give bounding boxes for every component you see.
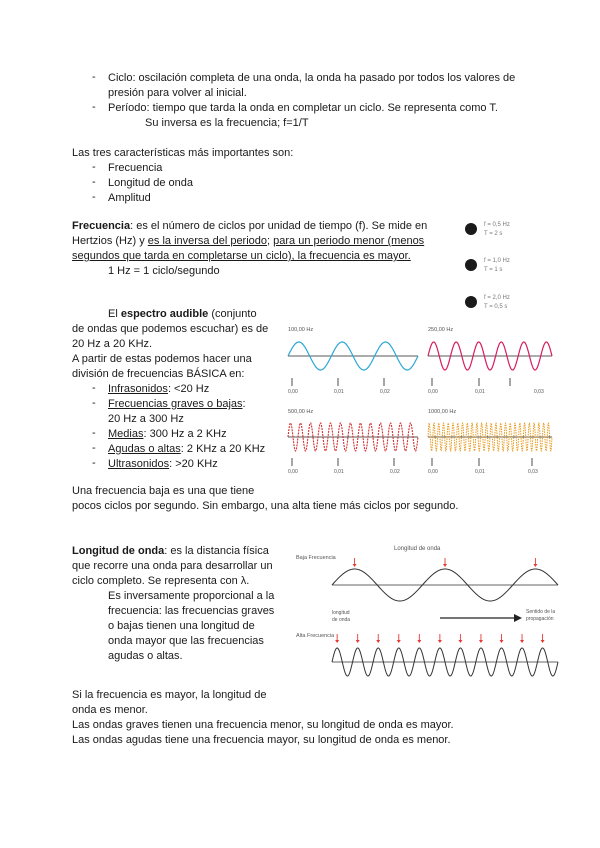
panel-label: 500,00 Hz	[288, 409, 314, 415]
text: : es la distancia física	[164, 545, 269, 557]
red-arrow-head-icon	[356, 640, 360, 643]
bullet-dash: -	[92, 191, 96, 203]
svg-text:0,01: 0,01	[334, 469, 344, 474]
red-arrow-head-icon	[443, 564, 447, 567]
frecuencia-term: Frecuencia	[72, 220, 131, 232]
frecuencia-line-3	[72, 249, 411, 264]
range-item-graves-extra: 20 Hz a 300 Hz	[108, 413, 184, 425]
svg-text:0,00: 0,00	[428, 469, 438, 474]
range-item-graves	[108, 397, 246, 412]
bullet-dash: -	[92, 176, 96, 188]
low-frequency-arrows	[353, 558, 538, 567]
longitud-line-8: agudas o altas.	[108, 650, 183, 662]
dot-label-t: T = 2 s	[484, 231, 503, 237]
svg-text:0,00: 0,00	[428, 389, 438, 395]
frecuencia-def: : es el número de ciclos por unidad de tiempo (f). Se mide en	[130, 220, 428, 232]
longitud-line-3: ciclo completo. Se representa con λ.	[72, 575, 250, 587]
longitud-line-1	[72, 544, 269, 559]
range-item-agudas	[108, 442, 265, 457]
high-frequency-label: Alta Frecuencia	[296, 633, 335, 639]
svg-text:0,02: 0,02	[380, 389, 390, 395]
conclusion-line-2: onda es menor.	[72, 704, 148, 716]
wave-500hz	[288, 423, 418, 451]
direction-label: propagación	[526, 616, 554, 622]
range-item-infra	[108, 382, 209, 397]
bullet-dash: -	[92, 397, 96, 409]
bullet-dash: -	[92, 101, 96, 113]
text: : 2 KHz a 20 KHz	[180, 443, 266, 455]
wavelength-label: de onda	[332, 617, 351, 623]
red-arrow-head-icon	[397, 640, 401, 643]
underlined-text: Infrasonidos	[108, 383, 168, 395]
espectro-line-3: 20 Hz a 20 KHz.	[72, 338, 153, 350]
underlined-text: Agudas o altas	[108, 443, 181, 455]
high-frequency-arrows	[335, 634, 544, 643]
red-arrow-head-icon	[335, 640, 339, 643]
wavelength-label: longitud	[332, 610, 350, 616]
red-arrow-head-icon	[533, 564, 537, 567]
panel-label: 250,00 Hz	[428, 327, 454, 333]
conclusion-line-4: Las ondas agudas tiene una frecuencia mayor, su longitud de onda es menor.	[72, 734, 451, 746]
espectro-line-5: división de frecuencias BÁSICA en:	[72, 368, 245, 380]
underlined-text: para un periodo menor (menos	[273, 235, 425, 247]
svg-text:0,03: 0,03	[528, 469, 538, 474]
range-item-ultra	[108, 457, 218, 472]
dot-icon	[465, 223, 477, 235]
red-arrow-head-icon	[353, 564, 357, 567]
frecuencia-equation: 1 Hz = 1 ciclo/segundo	[108, 265, 220, 277]
red-arrow-head-icon	[417, 640, 421, 643]
panel-label: 100,00 Hz	[288, 327, 314, 333]
baja-line-1: Una frecuencia baja es una que tiene	[72, 485, 255, 497]
espectro-line-4: A partir de estas podemos hacer una	[72, 353, 252, 365]
red-arrow-head-icon	[541, 640, 545, 643]
text: :	[242, 398, 246, 410]
red-arrow-head-icon	[376, 640, 380, 643]
panel-label: 1000,00 Hz	[428, 409, 457, 415]
low-frequency-label: Baja Frecuencia	[296, 555, 336, 561]
char-item-longitud: Longitud de onda	[108, 177, 194, 189]
periodo-line-2: Su inversa es la frecuencia; f=1/T	[145, 117, 309, 129]
periodo-line-1: Período: tiempo que tarda la onda en completar un ciclo. Se representa como T.	[108, 102, 498, 114]
text: El	[108, 308, 121, 320]
longitud-line-4: Es inversamente proporcional a la	[108, 590, 275, 602]
direction-label: Sentido de la	[526, 609, 556, 615]
red-arrow-head-icon	[458, 640, 462, 643]
underlined-text: Frecuencias graves o bajas	[108, 398, 243, 410]
ciclo-line-1: Ciclo: oscilación completa de una onda, la onda ha pasado por todos los valores de	[108, 72, 516, 84]
dot-label-f: f = 2,0 Hz	[484, 295, 510, 301]
underlined-text: es la inversa del periodo	[147, 235, 268, 247]
underlined-text: Ultrasonidos	[108, 458, 170, 470]
red-arrow-head-icon	[438, 640, 442, 643]
frecuencia-line-1	[72, 219, 427, 234]
red-arrow-head-icon	[500, 640, 504, 643]
char-item-frecuencia: Frecuencia	[108, 162, 163, 174]
bullet-dash: -	[92, 71, 96, 83]
spectrum-waves-figure	[282, 322, 558, 474]
characteristics-intro: Las tres características más importantes son:	[72, 147, 294, 159]
longitud-line-2: que recorre una onda para desarrollar un	[72, 560, 273, 572]
frecuencia-line-2	[72, 234, 424, 249]
svg-text:0,02: 0,02	[390, 469, 400, 474]
dot-icon	[465, 296, 477, 308]
bullet-dash: -	[92, 457, 96, 469]
text: (conjunto	[208, 308, 257, 320]
espectro-term: espectro audible	[120, 308, 209, 320]
longitud-term: Longitud de onda	[72, 545, 165, 557]
arrow-head-icon	[514, 614, 522, 622]
wavelength-diagram	[292, 540, 562, 682]
dot-label-t: T = 0,5 s	[484, 304, 508, 310]
svg-text:0,03: 0,03	[534, 389, 544, 395]
range-item-medias	[108, 427, 227, 442]
tick-marks	[292, 378, 532, 466]
underlined-text: segundos que tarda en completarse un ciclo), la frecuencia es mayor.	[72, 250, 411, 262]
svg-text:0,00: 0,00	[288, 469, 298, 474]
bullet-dash: -	[92, 382, 96, 394]
conclusion-line-1: Si la frecuencia es mayor, la longitud de	[72, 689, 267, 701]
text: : >20 KHz	[169, 458, 218, 470]
diagram-title: Longitud de onda	[394, 546, 441, 552]
ciclo-line-2: presión para volver al inicial.	[108, 87, 247, 99]
longitud-line-7: onda mayor que las frecuencias	[108, 635, 264, 647]
tick-labels	[288, 389, 544, 474]
baja-line-2: pocos ciclos por segundo. Sin embargo, una alta tiene más ciclos por segundo.	[72, 500, 459, 512]
dot-label-f: f = 0,5 Hz	[484, 222, 510, 228]
frequency-dots	[460, 214, 540, 314]
char-item-amplitud: Amplitud	[108, 192, 151, 204]
svg-text:0,01: 0,01	[475, 469, 485, 474]
bullet-dash: -	[92, 442, 96, 454]
bullet-dash: -	[92, 427, 96, 439]
dot-icon	[465, 259, 477, 271]
text: Hertzios (Hz) y	[72, 235, 148, 247]
bullet-dash: -	[92, 161, 96, 173]
dot-label-f: f = 1,0 Hz	[484, 258, 510, 264]
svg-text:0,01: 0,01	[334, 389, 344, 395]
text: : <20 Hz	[167, 383, 210, 395]
red-arrow-head-icon	[479, 640, 483, 643]
espectro-line-1	[108, 307, 257, 322]
text: : 300 Hz a 2 KHz	[143, 428, 227, 440]
longitud-line-6: o bajas tienen una longitud de	[108, 620, 255, 632]
conclusion-line-3: Las ondas graves tienen una frecuencia menor, su longitud de onda es mayor.	[72, 719, 454, 731]
text: ;	[267, 235, 274, 247]
underlined-text: Medias	[108, 428, 144, 440]
espectro-line-2: de ondas que podemos escuchar) es de	[72, 323, 269, 335]
svg-text:0,01: 0,01	[475, 389, 485, 395]
svg-text:0,00: 0,00	[288, 389, 298, 395]
longitud-line-5: frecuencia: las frecuencias graves	[108, 605, 275, 617]
red-arrow-head-icon	[520, 640, 524, 643]
dot-label-t: T = 1 s	[484, 267, 503, 273]
